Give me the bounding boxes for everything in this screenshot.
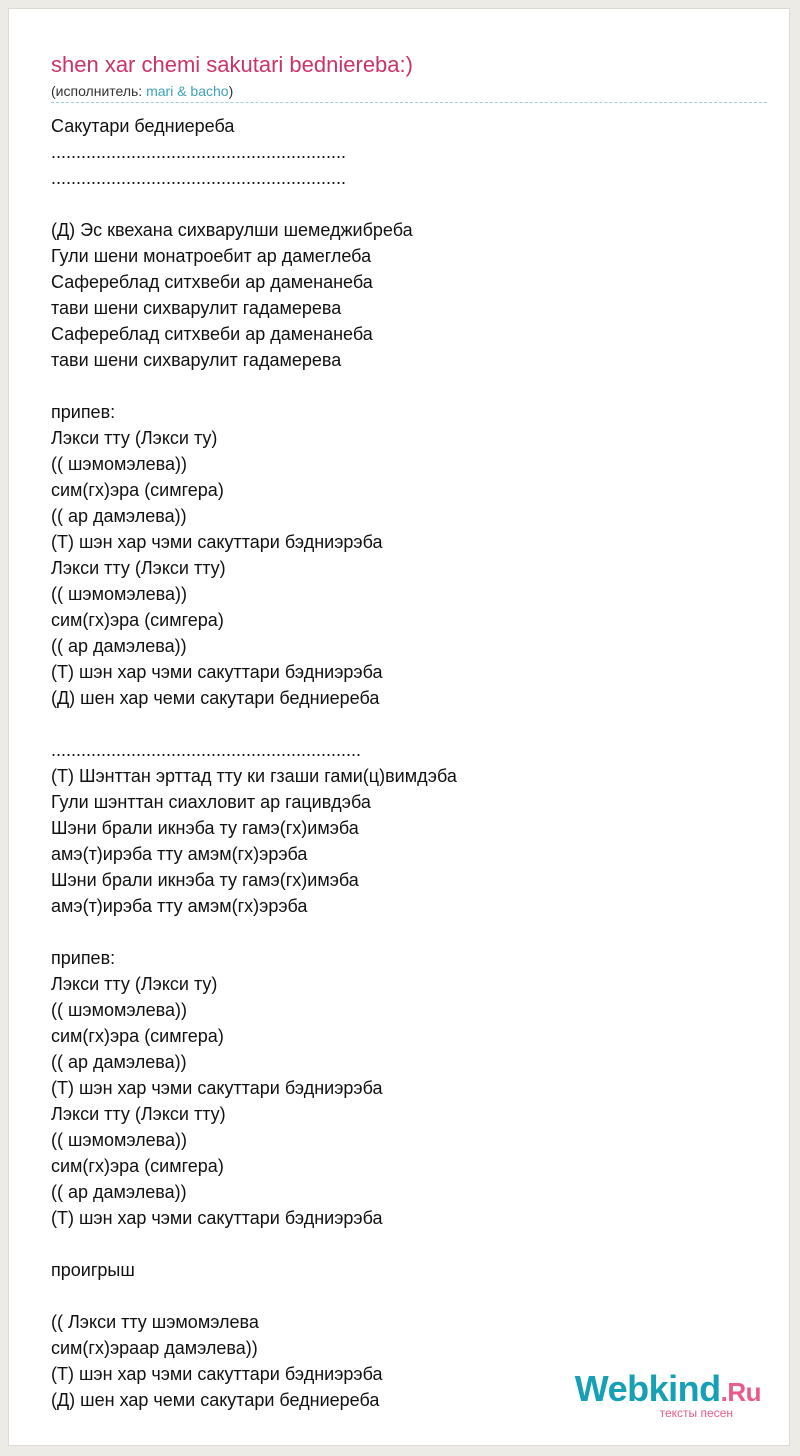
lyric-line: (( ар дамэлева)) — [51, 636, 187, 656]
artist-suffix: ) — [228, 83, 234, 99]
lyric-line: (Д) Эс квехана сихварулши шемеджибреба — [51, 220, 413, 240]
lyric-line: (Т) Шэнттан эрттад тту ки гзаши гами(ц)вимдэба — [51, 766, 457, 786]
lyric-line: (Т) шэн хар чэми сакуттари бэдниэрэба — [51, 532, 383, 552]
artist-prefix: (исполнитель: — [51, 83, 147, 99]
logo-wordmark — [574, 1368, 761, 1410]
lyric-line: (Д) шен хар чеми сакутари бедниереба — [51, 1390, 380, 1410]
lyric-line: Гули шени монатроебит ар дамеглеба — [51, 246, 372, 266]
lyric-line: Сакутари бедниереба — [51, 116, 235, 136]
lyrics-body — [51, 113, 751, 1413]
lyric-line: Гули шэнттан сиахловит ар гацивдэба — [51, 792, 371, 812]
lyric-line: ........................................................... — [51, 142, 347, 162]
lyric-line: Лэкси тту (Лэкси тту) — [51, 1104, 226, 1124]
logo-tagline: тексты песен — [659, 1406, 733, 1420]
lyric-line: сим(гх)эра (симгера) — [51, 610, 224, 630]
lyric-line: (Т) шэн хар чэми сакуттари бэдниэрэба — [51, 1078, 383, 1098]
lyric-line: (( ар дамэлева)) — [51, 506, 187, 526]
song-title: shen xar chemi sakutari bedniereba:) — [51, 52, 413, 77]
lyric-line: .............................................................. — [51, 740, 362, 760]
lyric-line: сим(гх)эраар дамэлева)) — [51, 1338, 258, 1358]
lyric-line: Сафереблад ситхвеби ар даменанеба — [51, 324, 373, 344]
lyric-line: (( шэмомэлева)) — [51, 1130, 188, 1150]
lyric-line: (Т) шэн хар чэми сакуттари бэдниэрэба — [51, 1208, 383, 1228]
lyric-line: проигрыш — [51, 1260, 135, 1280]
lyric-line: (Т) шэн хар чэми сакуттари бэдниэрэба — [51, 662, 383, 682]
lyric-line — [51, 1283, 751, 1309]
lyric-line: тави шени сихварулит гадамерева — [51, 298, 342, 318]
lyric-line: сим(гх)эра (симгера) — [51, 480, 224, 500]
lyric-line: сим(гх)эра (симгера) — [51, 1156, 224, 1176]
lyric-line — [51, 919, 751, 945]
lyric-line: амэ(т)ирэба тту амэм(гх)эрэба — [51, 844, 308, 864]
lyric-line: ........................................................... — [51, 168, 347, 188]
lyric-line: (( шэмомэлева)) — [51, 1000, 188, 1020]
webkind-logo[interactable] — [561, 1368, 761, 1420]
lyric-line: (Т) шэн хар чэми сакуттари бэдниэрэба — [51, 1364, 383, 1384]
lyric-line: (( шэмомэлева)) — [51, 584, 188, 604]
lyric-line: припев: — [51, 402, 116, 422]
lyric-line: (( Лэкси тту шэмомэлева — [51, 1312, 259, 1332]
lyric-line — [51, 711, 751, 737]
lyric-line: Лэкси тту (Лэкси ту) — [51, 974, 218, 994]
lyric-line: (( ар дамэлева)) — [51, 1182, 187, 1202]
page-sheet — [8, 8, 790, 1446]
lyric-line: тави шени сихварулит гадамерева — [51, 350, 342, 370]
lyric-line — [51, 373, 751, 399]
lyric-line — [51, 1231, 751, 1257]
lyric-line: припев: — [51, 948, 116, 968]
lyric-line: Шэни брали икнэба ту гамэ(гх)имэба — [51, 870, 359, 890]
lyric-line: (( ар дамэлева)) — [51, 1052, 187, 1072]
lyric-line: Сафереблад ситхвеби ар даменанеба — [51, 272, 373, 292]
lyric-line: амэ(т)ирэба тту амэм(гх)эрэба — [51, 896, 308, 916]
lyric-line: (Д) шен хар чеми сакутари бедниереба — [51, 688, 380, 708]
artist-line — [51, 81, 233, 101]
lyric-line: сим(гх)эра (симгера) — [51, 1026, 224, 1046]
logo-suffix: .Ru — [720, 1377, 761, 1407]
logo-main-text: Webkind — [574, 1368, 721, 1409]
lyric-line: Лэкси тту (Лэкси ту) — [51, 428, 218, 448]
lyric-line: Лэкси тту (Лэкси тту) — [51, 558, 226, 578]
title-divider — [51, 102, 767, 103]
artist-link[interactable]: mari & bacho — [146, 83, 229, 99]
lyric-line: (( шэмомэлева)) — [51, 454, 188, 474]
lyric-line: Шэни брали икнэба ту гамэ(гх)имэба — [51, 818, 359, 838]
lyric-line — [51, 191, 751, 217]
